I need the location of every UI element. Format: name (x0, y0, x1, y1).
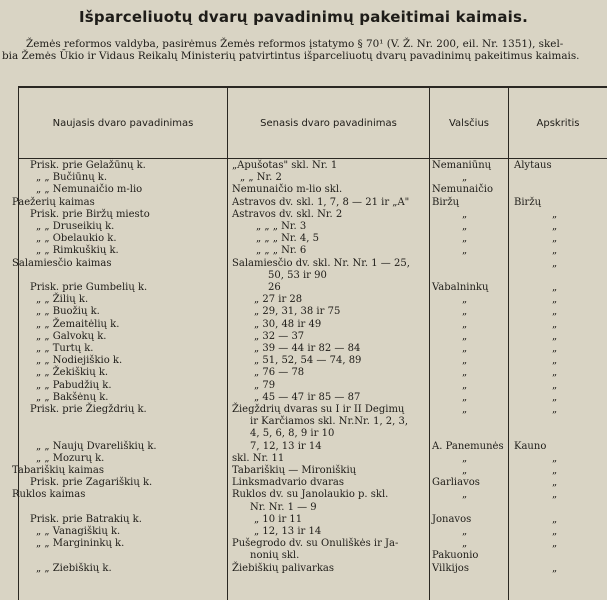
intro-line-2: bia Žemės Ūkio ir Vidaus Reikalų Ministerių patvirtintus išparceliuotų dvarų pavadinimų pakeitimus kaimais. (2, 50, 580, 62)
parish-cell: „ (462, 452, 468, 464)
table-row (0, 221, 607, 233)
county-cell: „ (552, 465, 558, 476)
old-name-cell: „ 45 — 47 ir 85 — 87 (254, 391, 361, 403)
table-row (0, 453, 607, 465)
parish-cell: „ (462, 367, 468, 379)
table-row (0, 209, 607, 221)
old-name-cell: „ „ Nr. 2 (240, 172, 282, 184)
county-cell: „ (552, 391, 558, 403)
county-cell: „ (552, 404, 558, 415)
old-name-cell: Nemunaičio m-lio skl. (232, 184, 343, 196)
county-cell: „ (552, 306, 558, 318)
parish-cell: Pakuonio (432, 550, 479, 562)
county-cell: „ (552, 294, 558, 306)
table-row (0, 184, 607, 196)
table-row (0, 489, 607, 501)
parish-cell: „ (462, 233, 468, 245)
county-cell: „ (552, 282, 558, 293)
county-cell: Biržų (514, 196, 542, 208)
table-row (0, 502, 607, 514)
new-name-cell: „ „ Nodiejiškio k. (36, 355, 123, 367)
old-name-cell: „ 76 — 78 (254, 367, 305, 379)
new-name-cell: Prisk. prie Zagariškių k. (30, 477, 153, 489)
old-name-cell: Nr. Nr. 1 — 9 (250, 501, 317, 513)
new-name-cell: „ „ Margininkų k. (36, 538, 125, 550)
new-name-cell: Salamiesčio kaimas (12, 257, 112, 269)
table-row (0, 270, 607, 282)
table-row (0, 172, 607, 184)
old-name-cell: Astravos dv. skl. 1, 7, 8 — 21 ir „A" (232, 196, 410, 208)
county-cell: Kauno (514, 440, 547, 452)
old-name-cell: Pušegrodo dv. su Onuliškės ir Ja- (232, 538, 399, 550)
parish-cell: „ (462, 526, 468, 537)
table-row (0, 416, 607, 428)
document-title: Išparceliuotų dvarų pavadinimų pakeitimai kaimais. (78, 8, 529, 26)
new-name-cell: Paežerių kaimas (12, 196, 95, 208)
table-row (0, 233, 607, 245)
old-name-cell: Salamiesčio dv. skl. Nr. Nr. 1 — 25, (232, 257, 410, 269)
county-cell: „ (552, 513, 558, 525)
parish-cell: „ (462, 208, 468, 220)
parish-cell: „ (462, 404, 468, 415)
parish-cell: „ (462, 391, 468, 403)
table-row (0, 331, 607, 343)
old-name-cell: „ 29, 31, 38 ir 75 (254, 306, 341, 318)
new-name-cell: Prisk. prie Gelažūnų k. (30, 160, 146, 171)
new-name-cell: Ruklos kaimas (12, 489, 86, 501)
table-row (0, 160, 607, 172)
parish-cell: „ (462, 330, 468, 342)
table-row (0, 319, 607, 331)
new-name-cell: Prisk. prie Gumbelių k. (30, 282, 148, 293)
old-name-cell: „ 79 (254, 379, 276, 391)
new-name-cell: „ „ Galvokų k. (36, 330, 107, 342)
parish-cell: Nemaniūnų (432, 160, 492, 171)
old-name-cell: „ 32 — 37 (254, 330, 305, 342)
parish-cell: „ (462, 306, 468, 318)
county-cell: „ (552, 477, 558, 489)
new-name-cell: „ „ Žekiškių k. (36, 367, 109, 379)
header-old-name: Senasis dvaro pavadinimas (260, 117, 397, 129)
parish-cell: A. Panemunės (432, 440, 504, 452)
parish-cell: „ (462, 538, 468, 550)
county-cell: „ (552, 538, 558, 550)
parish-cell: Vilkijos (432, 562, 469, 574)
parish-cell: Biržų (432, 196, 460, 208)
intro-paragraph (2, 38, 601, 62)
county-cell: „ (552, 221, 558, 232)
parish-cell: „ (462, 355, 468, 367)
county-cell: „ (552, 318, 558, 330)
parish-cell: „ (462, 221, 468, 232)
new-name-cell: „ „ Nemunaičio m-lio (36, 184, 143, 196)
old-name-cell: „ 12, 13 ir 14 (254, 526, 322, 537)
table-row (0, 294, 607, 306)
county-cell: „ (552, 489, 558, 501)
new-name-cell: „ „ Obelaukio k. (36, 233, 117, 245)
new-name-cell: „ „ Mozurų k. (36, 452, 105, 464)
table-row (0, 514, 607, 526)
old-name-cell: ir Karčiamos skl. Nr.Nr. 1, 2, 3, (250, 416, 409, 428)
table-row (0, 392, 607, 404)
county-cell: „ (552, 562, 558, 574)
county-cell: „ (552, 367, 558, 379)
county-cell: „ (552, 257, 558, 269)
intro-line-1: Žemės reformos valdyba, pasirėmus Žemės reformos įstatymo § 70¹ (V. Ž. Nr. 200, eil. Nr. 1351), skel- (26, 38, 564, 50)
parish-cell: „ (462, 172, 468, 184)
old-name-cell: 4, 5, 6, 8, 9 ir 10 (250, 428, 335, 440)
new-name-cell: „ „ Rimkuškių k. (36, 245, 119, 257)
old-name-cell: Ruklos dv. su Janolaukio p. skl. (232, 489, 389, 501)
table-row (0, 380, 607, 392)
old-name-cell: nonių skl. (250, 550, 300, 562)
county-cell: „ (552, 330, 558, 342)
old-name-cell: „ 10 ir 11 (254, 513, 303, 525)
new-name-cell: „ „ Bučiūnų k. (36, 172, 108, 184)
county-cell: „ (552, 526, 558, 537)
old-name-cell: 7, 12, 13 ir 14 (250, 440, 322, 452)
parish-cell: Garliavos (432, 477, 480, 489)
old-name-cell: „ „ „ Nr. 4, 5 (256, 233, 319, 245)
table-row (0, 465, 607, 477)
header-new-name: Naujasis dvaro pavadinimas (52, 117, 194, 129)
county-cell: „ (552, 379, 558, 391)
table-row (0, 441, 607, 453)
parish-cell: Vabalninkų (432, 282, 489, 293)
table-row (0, 404, 607, 416)
new-name-cell: Prisk. prie Batrakių k. (30, 513, 142, 525)
new-name-cell: „ „ Druseikių k. (36, 221, 115, 232)
old-name-cell: Linksmadvario dvaras (232, 477, 344, 489)
table-header-rule (18, 158, 607, 159)
new-name-cell: „ „ Vanagiškių k. (36, 526, 121, 537)
old-name-cell: skl. Nr. 11 (232, 452, 285, 464)
old-name-cell: „ 27 ir 28 (254, 294, 303, 306)
old-name-cell: 50, 53 ir 90 (268, 269, 327, 281)
old-name-cell: „ „ „ Nr. 3 (256, 221, 307, 232)
county-cell: „ (552, 343, 558, 354)
table-row (0, 343, 607, 355)
parish-cell: „ (462, 294, 468, 306)
table-row (0, 245, 607, 257)
new-name-cell: „ „ Ziebiškių k. (36, 562, 112, 574)
parish-cell: „ (462, 245, 468, 257)
parish-cell: „ (462, 465, 468, 476)
old-name-cell: 26 (268, 282, 281, 293)
header-county: Apskritis (536, 117, 580, 129)
table-row (0, 258, 607, 270)
old-name-cell: Tabariškių — Mironiškių (232, 465, 357, 476)
parish-cell: „ (462, 318, 468, 330)
old-name-cell: „ 30, 48 ir 49 (254, 318, 322, 330)
table-row (0, 197, 607, 209)
table-row (0, 526, 607, 538)
new-name-cell: Tabariškių kaimas (12, 465, 105, 476)
new-name-cell: „ „ Žilių k. (36, 294, 89, 306)
new-name-cell: Prisk. prie Žiegždrių k. (30, 404, 147, 415)
table-row (0, 477, 607, 489)
table-row (0, 563, 607, 575)
county-cell: Alytaus (514, 160, 552, 171)
old-name-cell: „ 39 — 44 ir 82 — 84 (254, 343, 361, 354)
old-name-cell: „ 51, 52, 54 — 74, 89 (254, 355, 362, 367)
old-name-cell: „Apušotas" skl. Nr. 1 (232, 160, 338, 171)
new-name-cell: „ „ Pabudžių k. (36, 379, 112, 391)
county-cell: „ (552, 245, 558, 257)
old-name-cell: Žiebiškių palivarkas (232, 562, 334, 574)
table-row (0, 550, 607, 562)
old-name-cell: Astravos dv. skl. Nr. 2 (232, 208, 343, 220)
table-row (0, 367, 607, 379)
county-cell: „ (552, 233, 558, 245)
header-parish: Valsčius (448, 117, 489, 129)
table-row (0, 306, 607, 318)
county-cell: „ (552, 355, 558, 367)
old-name-cell: „ „ „ Nr. 6 (256, 245, 307, 257)
table-row (0, 355, 607, 367)
parish-cell: Nemunaičio (432, 184, 494, 196)
county-cell: „ (552, 452, 558, 464)
parish-cell: Jonavos (432, 513, 472, 525)
new-name-cell: „ „ Buožių k. (36, 306, 100, 318)
parish-cell: „ (462, 489, 468, 501)
table-row (0, 538, 607, 550)
new-name-cell: „ „ Bakšėnų k. (36, 391, 109, 403)
county-cell: „ (552, 208, 558, 220)
new-name-cell: Prisk. prie Biržų miesto (30, 208, 150, 220)
new-name-cell: „ „ Turtų k. (36, 343, 94, 354)
old-name-cell: Žiegždrių dvaras su I ir II Degimų (232, 404, 405, 415)
table-row (0, 428, 607, 440)
table-row (0, 282, 607, 294)
new-name-cell: „ „ Žemaitėlių k. (36, 318, 120, 330)
new-name-cell: „ „ Naujų Dvareliškių k. (36, 440, 157, 452)
parish-cell: „ (462, 379, 468, 391)
parish-cell: „ (462, 343, 468, 354)
